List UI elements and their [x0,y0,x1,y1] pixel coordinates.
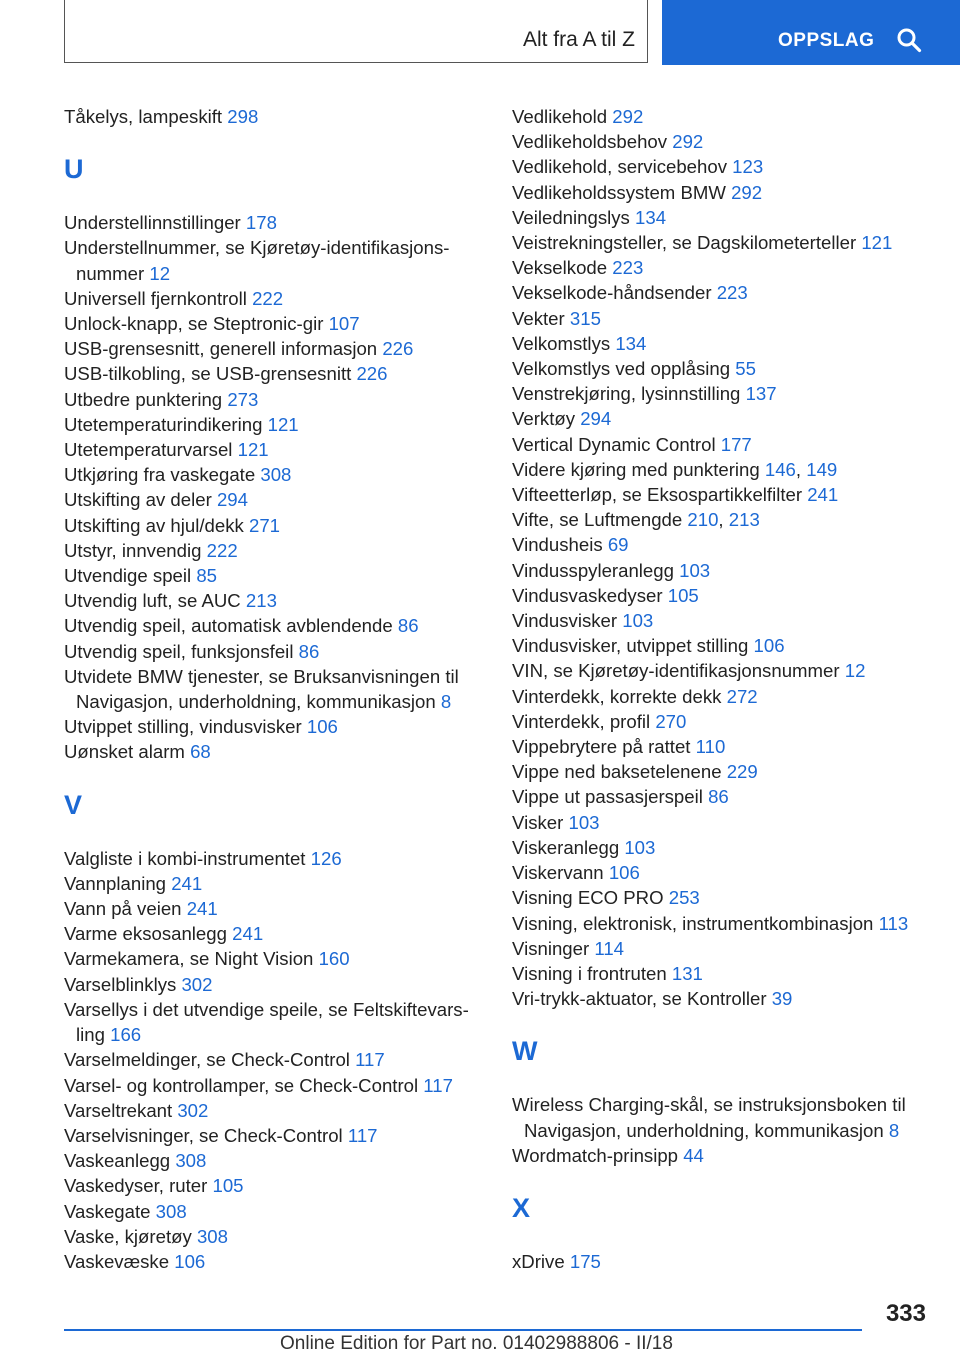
page-reference-link[interactable]: 123 [732,156,764,178]
index-entry-term: Vekselkode-håndsender [512,282,712,304]
index-entry [64,104,484,129]
index-entry-term: Utvendig luft, se AUC [64,590,241,612]
index-entry-term: Utkjøring fra vaskegate [64,464,256,486]
index-entry [512,911,942,936]
page-reference-link[interactable]: 226 [356,363,388,385]
index-entry-term: Vri-trykk-aktuator, se Kontroller [512,988,767,1010]
index-entry-term: Velkomstlys ved opplåsing [512,358,731,380]
index-entry-term: Unlock-knapp, se Steptronic-gir [64,313,324,335]
page-reference-link[interactable]: 12 [149,262,171,284]
index-entry-term: Utvippet stilling, vindusvisker [64,716,302,738]
tab-a-to-z[interactable] [64,0,648,63]
index-entry-term: Vindusvisker [512,610,618,632]
index-entry [64,235,484,285]
index-entry [512,810,942,835]
index-entry-term: USB-grensesnitt, generell informasjon [64,338,378,360]
index-entry [512,381,942,406]
index-entry [64,361,484,386]
index-entry-term: Vindusvaskedyser [512,584,663,606]
page-reference-link[interactable]: 229 [726,761,758,783]
index-column-right [512,104,942,1274]
index-entry-term: Visker [512,811,564,833]
index-entry-term: Utvendige speil [64,565,192,587]
index-entry [64,1199,484,1224]
page-reference-link[interactable]: 103 [679,559,711,581]
index-letter-heading: X [512,1192,531,1223]
index-entry-term: Utskifting av deler [64,489,212,511]
page-reference-link[interactable]: 241 [807,484,839,506]
index-entry-term: Viskeranlegg [512,836,620,858]
index-entry [512,860,942,885]
index-entry-term: Vindusvisker, utvippet stilling [512,635,749,657]
tab-lookup[interactable] [662,0,960,65]
top-navigation [0,0,960,66]
page-reference-link[interactable]: 271 [249,514,281,536]
tab-lookup-label: OPPSLAG [778,30,875,51]
index-entry [64,639,484,664]
index-entry-term: Vaskegate [64,1200,151,1222]
index-entry [512,684,942,709]
index-entry [512,255,942,280]
index-entry-term: Viskervann [512,862,604,884]
page-reference-link[interactable]: 8 [888,1119,900,1141]
page-reference-link[interactable]: 137 [745,383,777,405]
index-entry [512,709,942,734]
page-reference-link[interactable]: 103 [624,836,656,858]
page-reference-link[interactable]: 177 [720,433,752,455]
page-reference-link[interactable]: 213 [728,509,760,531]
page-reference-link[interactable]: 86 [708,786,729,808]
footer-divider [64,1329,862,1331]
index-entry-term: Vekter [512,307,565,329]
page-reference-link[interactable]: 270 [655,710,687,732]
index-entry-term: Velkomstlys [512,332,611,354]
index-entry-term: Videre kjøring med punktering [512,458,760,480]
index-entry [512,558,942,583]
index-entry [512,532,942,557]
index-entry [512,1143,942,1168]
index-entry [512,1092,942,1142]
index-entry [512,936,942,961]
index-entry-term: Vaskedyser, ruter [64,1175,208,1197]
index-entry-term: Vaskevæske [64,1250,170,1272]
page-reference-link[interactable]: 106 [753,635,785,657]
page-reference-link[interactable]: 222 [252,287,284,309]
index-entry [512,1249,942,1274]
index-entry-term: Vindusheis [512,534,603,556]
index-entry: Vifte, se Luftmengde 210, 213 [512,509,760,531]
index-entry [64,946,484,971]
page-reference-link[interactable]: 241 [232,923,264,945]
page-reference-link[interactable]: 272 [726,685,758,707]
index-entry-term: Varseltrekant [64,1099,173,1121]
index-entry-term: Verktøy [512,408,576,430]
index-entry-term: Veiledningslys [512,206,630,228]
index-entry-term: Vekselkode [512,257,608,279]
index-entry [64,538,484,563]
page-reference-link[interactable]: 106 [174,1250,206,1272]
index-entry-term: Understellnummer, se Kjøretøy-identifikasjons-nummer [64,237,450,284]
page-reference-link[interactable]: 308 [260,464,292,486]
index-entry [64,921,484,946]
index-entry-term: VIN, se Kjøretøy-identifikasjonsnummer [512,660,840,682]
index-entry [512,154,942,179]
page-reference-link[interactable]: 302 [177,1099,209,1121]
page-reference-link[interactable]: 114 [594,937,625,959]
index-entry-term: Utstyr, innvendig [64,539,202,561]
index-entry-term: Vaskeanlegg [64,1150,171,1172]
page-reference-link[interactable]: 86 [397,615,419,637]
index-entry [64,1098,484,1123]
page-reference-link[interactable]: 103 [568,811,600,833]
page-reference-link[interactable]: 44 [683,1144,704,1166]
index-entry-term: Vifte, se Luftmengde [512,509,683,531]
index-entry-term: Vann på veien [64,898,182,920]
index-entry [512,608,942,633]
page-reference-link[interactable]: 226 [382,338,414,360]
index-entry-term: Vifteetterløp, se Eksospartikkelfilter [512,484,803,506]
index-entry [64,871,484,896]
page-reference-link[interactable]: 106 [608,862,640,884]
index-entry [512,784,942,809]
index-entry [64,1148,484,1173]
index-entry [64,210,484,235]
index-entry [512,180,942,205]
index-entry-term: Utvidete BMW tjenester, se Bruksanvisningen til Navigasjon, underholdning, kommunikasjon [64,665,459,713]
index-entry-term: Utvendig speil, automatisk avblendende [64,615,393,637]
page-reference-link[interactable]: 86 [298,640,320,662]
index-entry-term: Vannplaning [64,872,167,894]
page-reference-link[interactable]: 308 [196,1225,228,1247]
page-reference-link[interactable]: 146 [764,458,796,480]
index-entry [512,406,942,431]
index-entry-term: Tåkelys, lampeskift [64,106,223,127]
index-entry-term: Varselblinklys [64,973,177,995]
index-entry-term: Vinterdekk, korrekte dekk [512,685,722,707]
page-reference-link[interactable]: 253 [668,887,700,909]
index-entry [512,205,942,230]
index-letter-heading: V [64,789,83,820]
tab-a-to-z-label: Alt fra A til Z [522,28,635,51]
index-entry-term: Venstrekjøring, lysinnstilling [512,383,741,405]
index-entry-term: Vaske, kjøretøy [64,1225,192,1247]
index-entry-term: Varmekamera, se Night Vision [64,948,314,970]
index-entry [512,885,942,910]
page-reference-link[interactable]: 39 [771,988,793,1010]
page-reference-link[interactable]: 213 [245,590,277,612]
index-entry [64,462,484,487]
page-reference-link[interactable]: 134 [635,206,667,228]
index-entry [512,482,942,507]
index-entry-term: Valgliste i kombi-instrumentet [64,847,306,869]
index-entry [512,306,942,331]
index-entry-term: Vippe ut passasjerspeil [512,786,703,808]
page-reference-link[interactable]: 8 [440,691,452,713]
index-entry-term: xDrive [512,1250,565,1272]
index-entry-term: Vinterdekk, profil [512,710,651,732]
index-entry-term: Utskifting av hjul/dekk [64,514,244,536]
page-reference-link[interactable]: 85 [196,565,217,587]
index-entry [512,734,942,759]
index-entry-term: Vedlikeholdssystem BMW [512,181,726,203]
page-reference-link[interactable]: 308 [155,1200,187,1222]
page-reference-link[interactable]: 126 [310,847,342,869]
page-reference-link[interactable]: 134 [615,332,647,354]
index-entry-term: Wireless Charging-skål, se instruksjonsboken til Navigasjon, underholdning, kommunikasjon [512,1094,906,1141]
page-reference-link[interactable]: 292 [672,131,704,153]
index-entry [64,1224,484,1249]
index-entry [512,104,942,129]
page-reference-link[interactable]: 223 [716,282,748,304]
index-entry [512,356,942,381]
index-entry [64,714,484,739]
page-reference-link[interactable]: 294 [216,489,248,511]
index-entry-term: Visning, elektronisk, instrumentkombinasjon [512,912,874,934]
page-reference-link[interactable]: 106 [306,716,338,738]
page-reference-link[interactable]: 12 [844,660,866,682]
index-entry: Videre kjøring med punktering 146, 149 [512,458,838,480]
index-entry [64,664,484,714]
index-entry [64,613,484,638]
page-reference-link[interactable]: 110 [695,736,726,758]
index-entry-term: Visning ECO PRO [512,887,664,909]
index-entry [64,387,484,412]
index-entry [64,1173,484,1198]
index-entry [512,432,942,457]
index-entry [64,896,484,921]
index-entry [64,563,484,588]
page-reference-link[interactable]: 117 [355,1049,385,1071]
page-reference-link[interactable]: 292 [612,106,644,127]
index-entry [512,759,942,784]
index-entry-term: Varsel- og kontrollamper, se Check-Control [64,1074,419,1096]
index-entry [512,129,942,154]
index-entry [64,1249,484,1274]
page-reference-link[interactable]: 55 [735,358,756,380]
page-reference-link[interactable]: 210 [687,509,719,531]
index-entry [64,588,484,613]
page-reference-link[interactable]: 302 [181,973,213,995]
index-entry-term: USB-tilkobling, se USB-grensesnitt [64,363,352,385]
page-reference-link[interactable]: 121 [267,413,299,435]
page-reference-link[interactable]: 294 [580,408,612,430]
index-entry [64,972,484,997]
index-entry-term: Veistrekningsteller, se Dagskilometerteller [512,232,857,254]
index-entry [64,336,484,361]
page-reference-link[interactable]: 315 [569,307,601,329]
index-entry [512,658,942,683]
page-reference-link[interactable]: 178 [245,212,277,234]
index-entry [512,331,942,356]
page-reference-link[interactable]: 241 [186,898,218,920]
index-entry [64,1123,484,1148]
footer-edition: Online Edition for Part no. 01402988806 - II/18 [280,1333,673,1354]
index-entry-term: Utbedre punktering [64,388,223,410]
index-entry [512,633,942,658]
index-entry-term: Visninger [512,937,590,959]
index-entry-term: Utetemperaturvarsel [64,439,233,461]
page-reference-link[interactable]: 160 [318,948,350,970]
index-entry [512,280,942,305]
index-entry-term: Visning i frontruten [512,962,667,984]
index-entry [512,230,942,255]
page-reference-link[interactable]: 105 [212,1175,244,1197]
index-entry [64,286,484,311]
page-reference-link[interactable]: 175 [569,1250,601,1272]
page-reference-link[interactable]: 103 [622,610,654,632]
page-reference-link[interactable]: 105 [667,584,699,606]
index-entry [64,846,484,871]
index-entry-term: Varselmeldinger, se Check-Control [64,1049,350,1071]
index-entry-term: Vindusspyleranlegg [512,559,674,581]
page-reference-link[interactable]: 149 [806,458,838,480]
page-reference-link[interactable]: 223 [612,257,644,279]
index-entry-term: Wordmatch-prinsipp [512,1144,679,1166]
index-entry-term: Uønsket alarm [64,741,185,763]
index-entry-term: Vertical Dynamic Control [512,433,716,455]
page-reference-link[interactable]: 241 [171,872,203,894]
index-entry-term: Varsellys i det utvendige speile, se Feltskiftevars-ling [64,998,469,1046]
page-reference-link[interactable]: 113 [878,912,909,934]
index-entry [64,513,484,538]
index-entry [512,583,942,608]
index-entry-term: Vippe ned baksetelenene [512,761,722,783]
index-entry [512,835,942,860]
index-entry [512,961,942,986]
index-entry [64,487,484,512]
page-reference-link[interactable]: 292 [731,181,763,203]
index-entry-term: Vedlikehold, servicebehov [512,156,727,178]
page-reference-link[interactable]: 121 [237,439,269,461]
index-entry-term: Vedlikeholdsbehov [512,131,668,153]
index-entry-term: Vedlikehold [512,106,608,127]
index-entry [64,1047,484,1072]
page-reference-link[interactable]: 308 [175,1150,207,1172]
index-entry-term: Understellinnstillinger [64,212,241,234]
index-entry-term: Vippebrytere på rattet [512,736,691,758]
page-reference-link[interactable]: 222 [206,539,238,561]
index-entry [64,437,484,462]
index-letter-heading: U [64,154,84,185]
page-reference-link[interactable]: 121 [861,232,893,254]
index-entry-term: Varselvisninger, se Check-Control [64,1124,343,1146]
page-reference-link[interactable]: 298 [227,106,259,127]
index-entry [64,412,484,437]
index-entry [64,1073,484,1098]
search-icon [896,27,922,53]
index-column-left [64,104,484,1274]
index-entry [64,997,484,1047]
page-reference-link[interactable]: 68 [190,741,211,763]
page-reference-link[interactable]: 131 [671,962,703,984]
index-entry-term: Varme eksosanlegg [64,923,227,945]
index-entry-term: Utvendig speil, funksjonsfeil [64,640,294,662]
index-letter-heading: W [512,1036,538,1067]
index-entry [64,739,484,764]
page-reference-link[interactable]: 273 [227,388,259,410]
page-reference-link[interactable]: 107 [328,313,360,335]
page-reference-link[interactable]: 117 [347,1124,378,1146]
page-number: 333 [885,1300,926,1327]
index-entry-term: Universell fjernkontroll [64,287,247,309]
page-reference-link[interactable]: 69 [607,534,629,556]
page-reference-link[interactable]: 166 [110,1024,142,1046]
index-entry [512,986,942,1011]
index-entry-term: Utetemperaturindikering [64,413,263,435]
page-reference-link[interactable]: 117 [423,1074,453,1096]
index-entry [64,311,484,336]
